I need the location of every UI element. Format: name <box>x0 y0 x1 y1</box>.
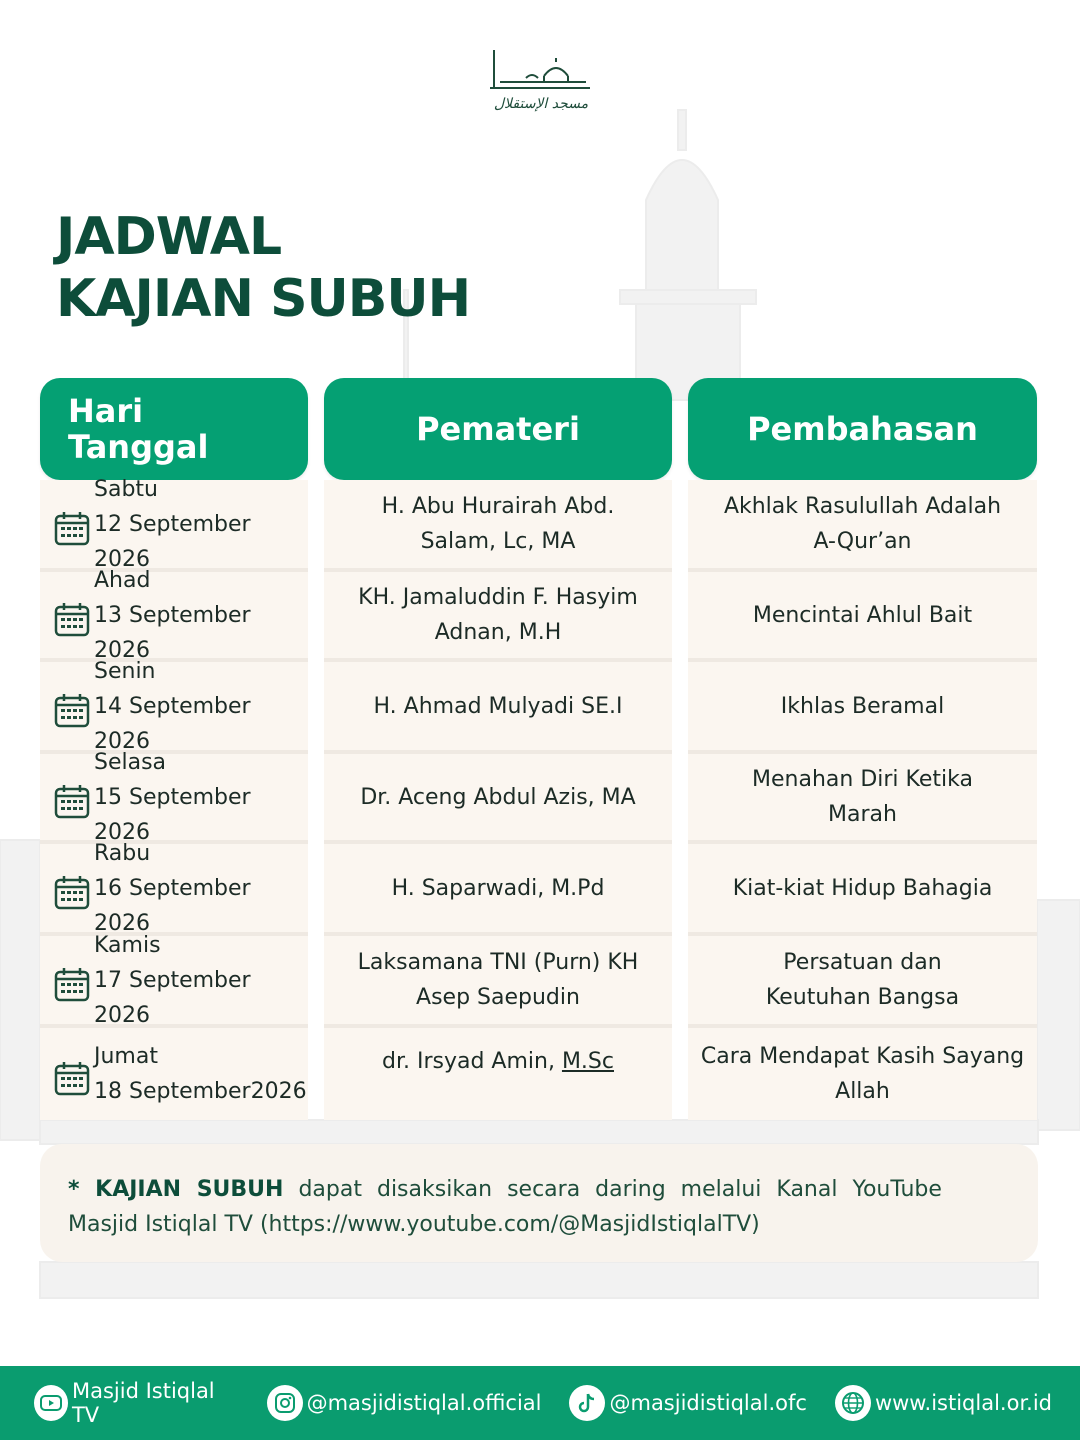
calendar-icon <box>54 510 90 546</box>
date-row <box>40 476 308 572</box>
topic-line-1: Cara Mendapat Kasih Sayang <box>700 1044 1025 1069</box>
topic-row <box>688 572 1037 662</box>
day-label: Ahad <box>94 567 151 593</box>
calendar-icon <box>54 966 90 1002</box>
day-label: Selasa <box>94 749 167 775</box>
logo-arabic-script: مسجد الإستقلال <box>493 96 589 112</box>
calendar-icon <box>54 692 90 728</box>
page-title <box>56 206 470 330</box>
date-label: 14 September 2026 <box>94 693 251 754</box>
speaker-name-line-1: H. Abu Hurairah Abd. <box>381 494 615 519</box>
day-label: Rabu <box>94 840 151 866</box>
speaker-row <box>324 844 672 936</box>
speaker-name-line-2: Asep Saepudin <box>416 985 580 1010</box>
topic-line-2: A-Qur’an <box>813 529 912 554</box>
calendar-icon <box>54 1060 90 1096</box>
footer-tiktok-label: @masjidistiqlal.ofc <box>609 1391 807 1415</box>
date-row <box>40 658 308 754</box>
speaker-row <box>324 662 672 754</box>
speaker-row <box>324 1028 672 1120</box>
note-line-2: Masjid Istiqlal TV (https://www.youtube.com/@MasjidIstiqlalTV) <box>68 1212 760 1237</box>
date-header-line-2: Tanggal <box>68 428 209 466</box>
day-label: Senin <box>94 658 156 684</box>
topic-row <box>688 936 1037 1028</box>
masjid-istiqlal-logo <box>486 46 596 122</box>
speaker-name-line-1: H. Ahmad Mulyadi SE.I <box>373 693 623 719</box>
social-footer <box>0 1366 1080 1440</box>
topic-line-1: Ikhlas Beramal <box>780 693 945 719</box>
date-row <box>40 840 308 936</box>
date-label: 18 September2026 <box>94 1079 307 1104</box>
speaker-row <box>324 480 672 572</box>
streaming-note <box>40 1144 1038 1262</box>
footer-instagram-label: @masjidistiqlal.official <box>306 1391 542 1415</box>
date-label: 13 September 2026 <box>94 602 251 663</box>
footer-website-label: www.istiqlal.or.id <box>874 1391 1052 1415</box>
date-label: 16 September 2026 <box>94 875 251 936</box>
date-label: 17 September 2026 <box>94 967 251 1028</box>
day-label: Sabtu <box>94 476 158 502</box>
title-line-2: KAJIAN SUBUH <box>56 269 471 329</box>
footer-tiktok[interactable] <box>569 1385 806 1421</box>
topic-line-1: Menahan Diri Ketika <box>752 767 973 792</box>
speaker-name-line-2: Adnan, M.H <box>434 620 562 645</box>
date-row <box>40 567 308 663</box>
speaker-column <box>324 378 672 1120</box>
speaker-row <box>324 754 672 844</box>
speaker-name-line-1: Dr. Aceng Abdul Azis, MA <box>360 784 636 810</box>
mosque-logo-icon <box>486 46 596 96</box>
speaker-name-line-1: H. Saparwadi, M.Pd <box>391 875 605 901</box>
calendar-icon <box>54 601 90 637</box>
topic-line-1: Akhlak Rasulullah Adalah <box>723 494 1002 519</box>
title-line-1: JADWAL <box>56 207 282 267</box>
topic-line-2: Keutuhan Bangsa <box>765 985 960 1010</box>
topic-row <box>688 1028 1037 1120</box>
day-label: Jumat <box>94 1044 158 1069</box>
topic-row <box>688 844 1037 936</box>
topic-line-1: Persatuan dan <box>783 950 942 975</box>
day-label: Kamis <box>94 932 161 958</box>
youtube-icon <box>34 1385 68 1421</box>
speaker-name-line-2: Salam, Lc, MA <box>420 529 576 554</box>
instagram-icon <box>267 1385 303 1421</box>
footer-instagram[interactable] <box>267 1385 542 1421</box>
speaker-name-line-1: KH. Jamaluddin F. Hasyim <box>358 585 638 610</box>
topic-rows <box>688 480 1037 1120</box>
date-row <box>40 932 308 1028</box>
topic-line-2: Marah <box>828 802 897 827</box>
date-column <box>40 378 308 1120</box>
footer-website[interactable] <box>835 1385 1052 1421</box>
speaker-column-header: Pemateri <box>324 378 672 480</box>
topic-column-header: Pembahasan <box>688 378 1037 480</box>
date-row <box>40 749 308 845</box>
date-rows <box>40 476 308 1120</box>
date-column-header <box>40 378 308 480</box>
topic-line-1: Kiat-kiat Hidup Bahagia <box>732 875 993 901</box>
date-label: 12 September 2026 <box>94 511 251 572</box>
topic-column <box>688 378 1037 1120</box>
speaker-name-prefix: dr. Irsyad Amin, <box>382 1049 562 1074</box>
topic-row <box>688 480 1037 572</box>
date-label: 15 September 2026 <box>94 784 251 845</box>
calendar-icon <box>54 874 90 910</box>
speaker-name-line-1: Laksamana TNI (Purn) KH <box>357 950 639 975</box>
topic-line-1: Mencintai Ahlul Bait <box>752 602 973 628</box>
topic-row <box>688 662 1037 754</box>
note-bold-label: * KAJIAN SUBUH <box>68 1177 284 1202</box>
date-row <box>40 1028 308 1120</box>
speaker-rows <box>324 480 672 1120</box>
speaker-degree-link[interactable]: M.Sc <box>561 1049 614 1074</box>
tiktok-icon <box>569 1385 605 1421</box>
note-line-1: dapat disaksikan secara daring melalui Kanal YouTube <box>298 1177 942 1202</box>
speaker-row <box>324 936 672 1028</box>
globe-icon <box>835 1385 871 1421</box>
calendar-icon <box>54 783 90 819</box>
footer-youtube[interactable] <box>34 1379 239 1427</box>
speaker-row <box>324 572 672 662</box>
topic-row <box>688 754 1037 844</box>
topic-line-2: Allah <box>835 1079 890 1104</box>
date-header-line-1: Hari <box>68 392 144 430</box>
footer-youtube-label: Masjid Istiqlal TV <box>71 1379 215 1427</box>
